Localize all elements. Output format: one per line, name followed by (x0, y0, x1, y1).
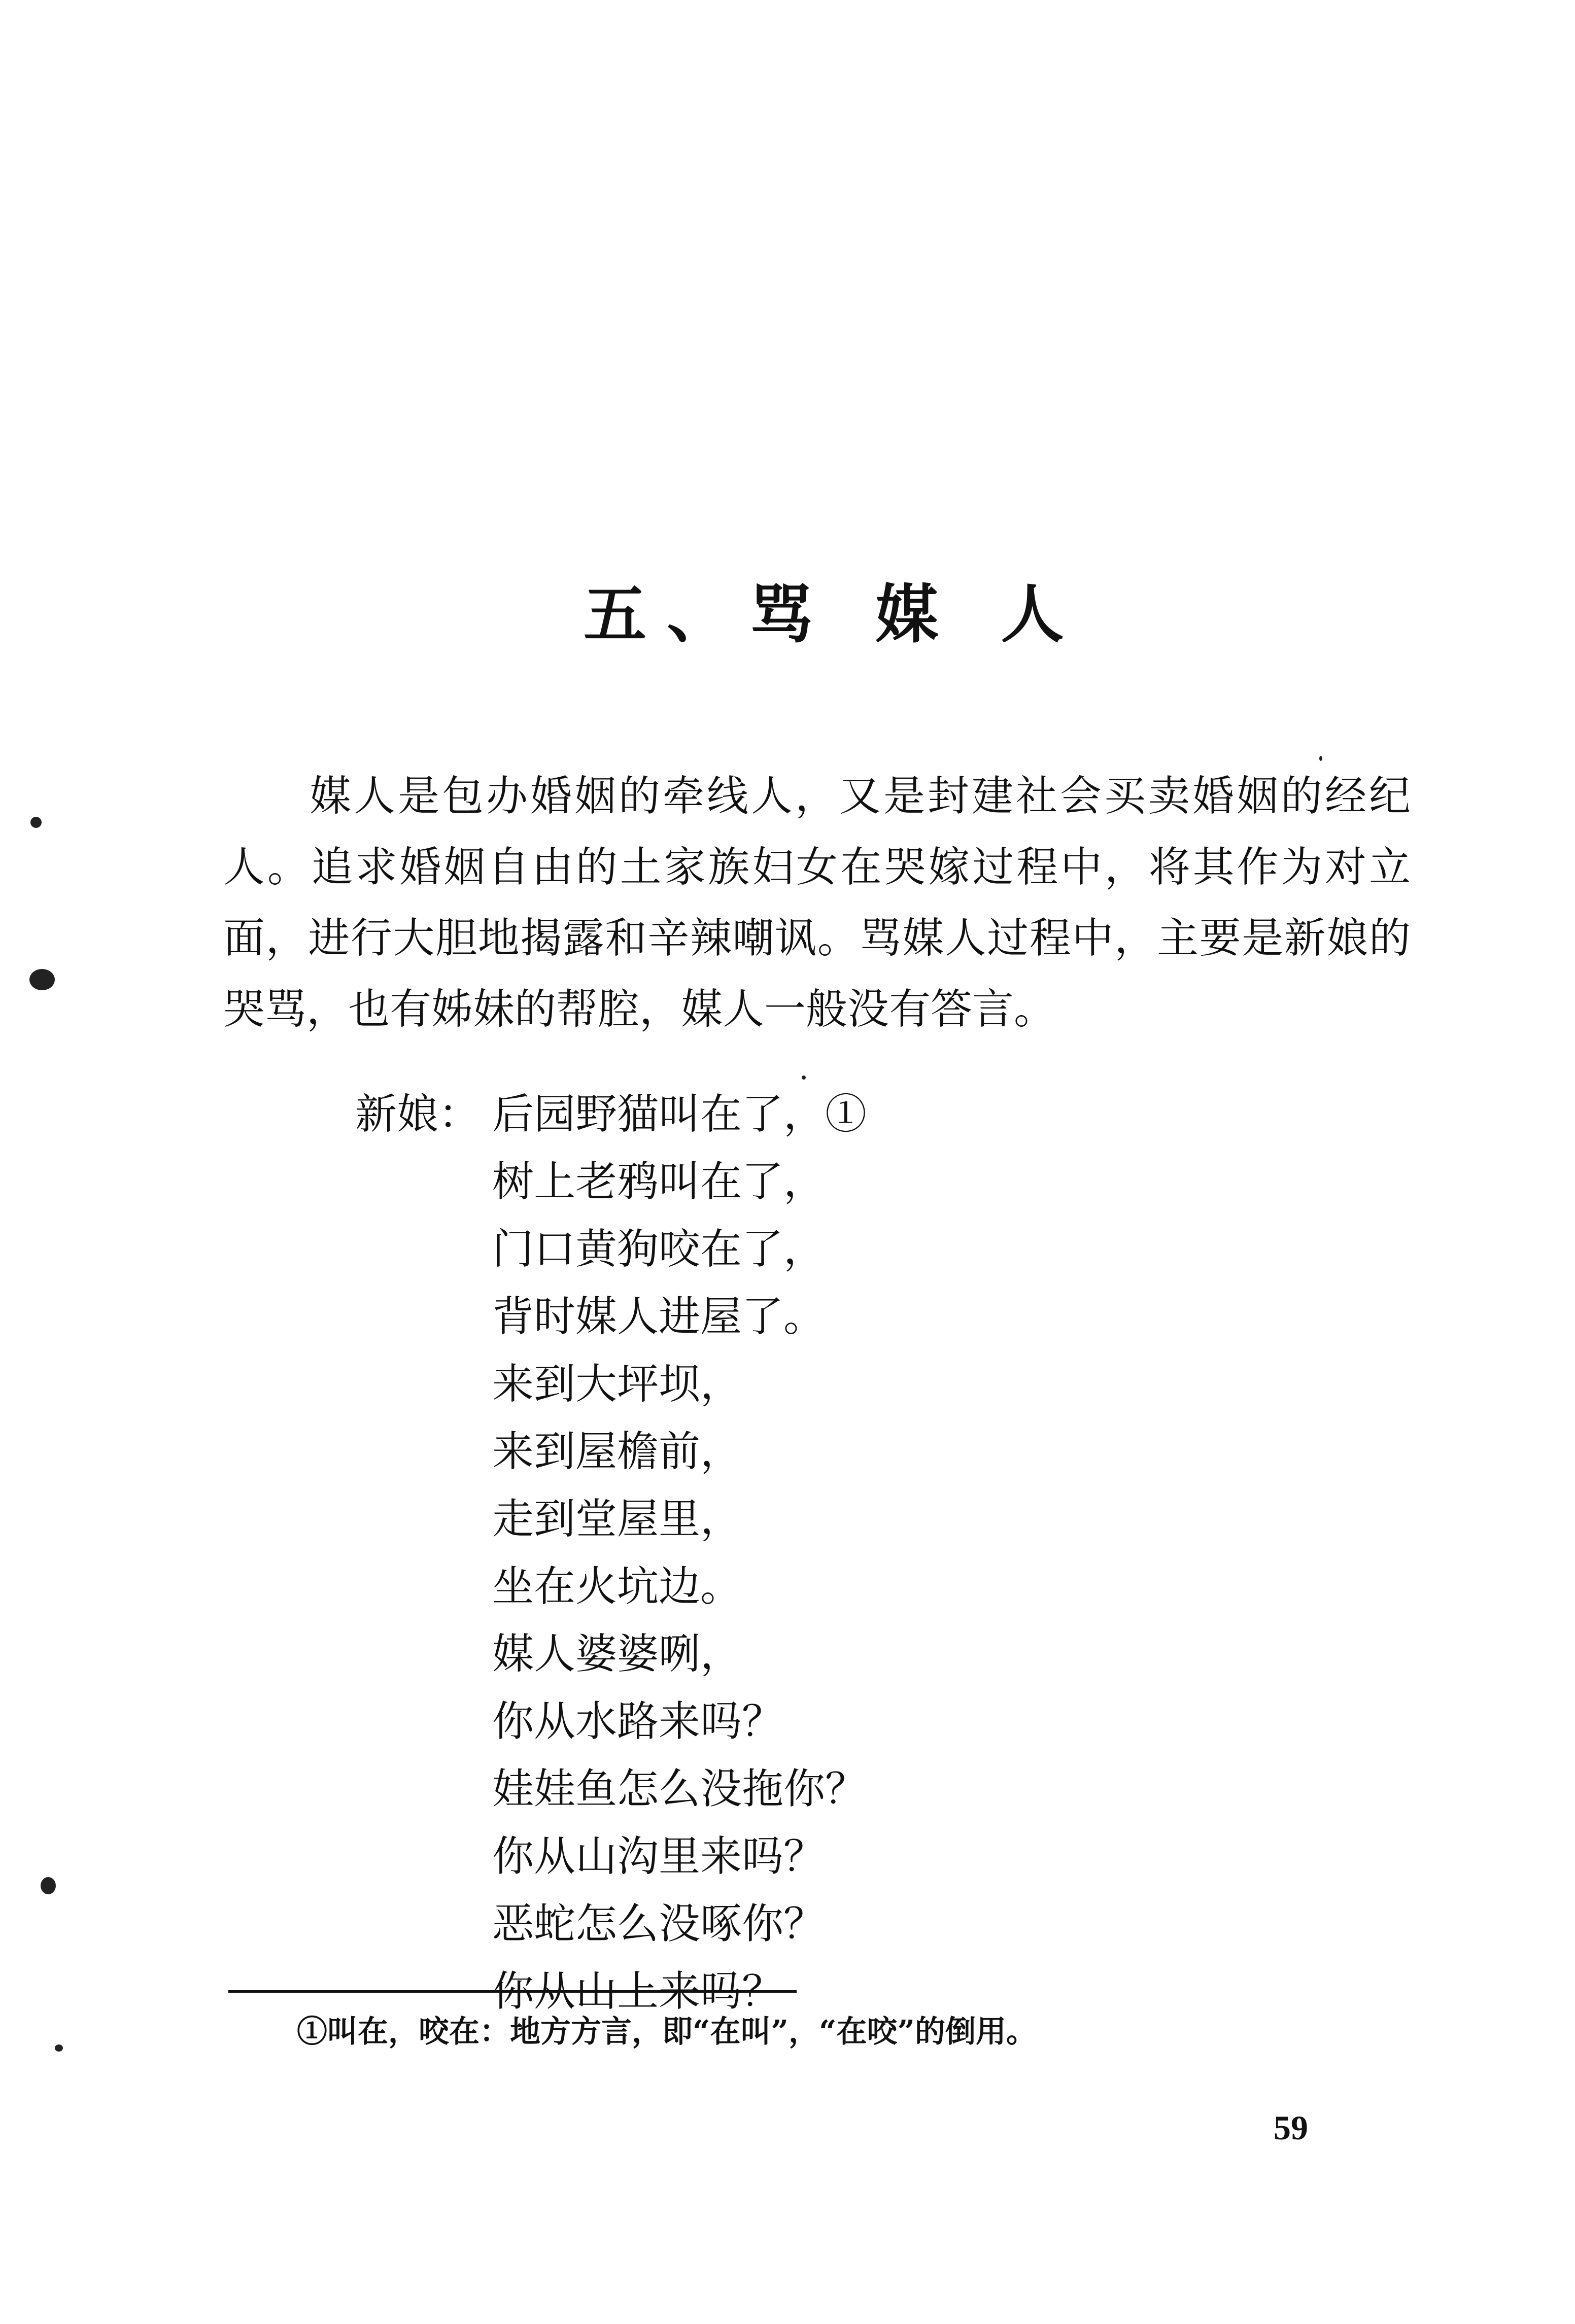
scan-speck (802, 1076, 806, 1080)
scan-speck (1319, 756, 1322, 761)
verse-line (355, 1485, 867, 1553)
verse-line (355, 1553, 867, 1620)
verse-line (355, 1823, 867, 1890)
verse-line-text: 媒人婆婆咧， (492, 1630, 742, 1678)
verse-line (355, 1755, 867, 1823)
verse-line (355, 1890, 867, 1958)
verse-block (355, 1081, 867, 2025)
verse-line-text: 你从山沟里来吗？ (492, 1832, 826, 1881)
speaker-label: 新娘： (355, 1090, 481, 1138)
verse-line (355, 1081, 867, 1148)
scan-speck (55, 2044, 63, 2052)
verse-line-text: 娃娃鱼怎么没拖你？ (492, 1765, 867, 1813)
verse-line-text: 恶蛇怎么没啄你？ (492, 1900, 826, 1948)
footnote-divider (228, 1990, 797, 1993)
verse-line (355, 1148, 867, 1216)
verse-line (355, 1216, 867, 1283)
verse-line-text: 坐在火坑边。 (492, 1563, 742, 1611)
verse-line-text: 你从山上来吗？ (492, 1967, 784, 2016)
verse-line (355, 1620, 867, 1688)
scan-speck (30, 817, 42, 828)
intro-paragraph: 媒人是包办婚姻的牵线人，又是封建社会买卖婚姻的经纪人。追求婚姻自由的土家族妇女在哭嫁过程中，将其作为对立面，进行大胆地揭露和辛辣嘲讽。骂媒人过程中，主要是新娘的哭骂，也有姊妹的帮腔，媒人一般没有答言。 (223, 772, 1411, 1033)
scan-speck (41, 1877, 56, 1894)
verse-line-text: 树上老鸦叫在了， (492, 1158, 826, 1206)
verse-line (355, 1418, 867, 1485)
page-number: 59 (1274, 2108, 1308, 2147)
verse-line-text: 门口黄狗咬在了， (492, 1225, 826, 1273)
verse-line-text: 背时媒人进屋了。 (492, 1293, 826, 1341)
verse-line-text: 走到堂屋里， (492, 1495, 742, 1543)
verse-line (355, 1350, 867, 1418)
verse-line-text: 来到屋檐前， (492, 1428, 742, 1476)
verse-line (355, 1283, 867, 1350)
scan-speck (29, 969, 55, 990)
verse-line-text: 来到大坪坝， (492, 1360, 742, 1408)
footnote: ①叫在，咬在：地方方言，即“在叫”，“在咬”的倒用。 (297, 2014, 1037, 2050)
verse-line (355, 1688, 867, 1755)
verse-line-text: 后园野猫叫在了，① (492, 1090, 867, 1138)
verse-line-text: 你从水路来吗？ (492, 1697, 784, 1746)
chapter-title: 五、骂 媒 人 (584, 578, 1084, 651)
